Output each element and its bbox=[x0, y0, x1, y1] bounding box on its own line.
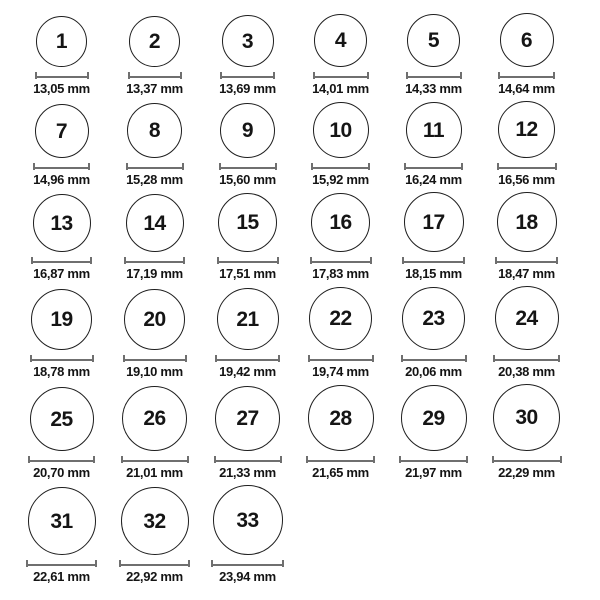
ring-circle bbox=[401, 385, 467, 451]
ring-cell bbox=[201, 288, 294, 379]
diameter-label: 15,60 mm bbox=[219, 172, 276, 187]
ring-size-number: 25 bbox=[50, 407, 73, 431]
diameter-label: 19,42 mm bbox=[219, 364, 276, 379]
ring-circle bbox=[314, 14, 367, 67]
ring-cell bbox=[294, 193, 387, 281]
ring-cell bbox=[201, 103, 294, 187]
ring-cell bbox=[108, 289, 201, 379]
ring-circle bbox=[33, 194, 91, 252]
ring-circle bbox=[406, 102, 462, 158]
diameter-label: 20,38 mm bbox=[498, 364, 555, 379]
diameter-dimension-line bbox=[123, 355, 187, 362]
diameter-dimension-line bbox=[399, 456, 468, 463]
diameter-dimension-line bbox=[311, 163, 370, 170]
diameter-label: 17,51 mm bbox=[219, 266, 276, 281]
diameter-dimension-line bbox=[220, 72, 275, 79]
diameter-label: 15,28 mm bbox=[126, 172, 183, 187]
ring-circle bbox=[30, 387, 94, 451]
diameter-dimension-line bbox=[310, 257, 372, 264]
diameter-label: 14,96 mm bbox=[33, 172, 90, 187]
ring-size-number: 13 bbox=[50, 211, 73, 235]
diameter-label: 23,94 mm bbox=[219, 569, 276, 584]
diameter-label: 20,06 mm bbox=[405, 364, 462, 379]
diameter-dimension-line bbox=[306, 456, 375, 463]
ring-cell bbox=[15, 194, 108, 281]
ring-size-number: 11 bbox=[422, 118, 445, 142]
ring-circle bbox=[220, 103, 275, 158]
ring-cell bbox=[480, 13, 573, 96]
ring-size-number: 26 bbox=[143, 407, 166, 430]
ring-cell bbox=[480, 192, 573, 281]
ring-cell bbox=[108, 487, 201, 584]
diameter-label: 14,01 mm bbox=[312, 81, 369, 96]
ring-cell bbox=[108, 103, 201, 187]
ring-size-number: 30 bbox=[515, 406, 538, 429]
diameter-dimension-line bbox=[492, 456, 562, 463]
diameter-dimension-line bbox=[28, 456, 95, 463]
ring-circle bbox=[122, 386, 187, 451]
diameter-dimension-line bbox=[211, 560, 284, 567]
ring-size-number: 27 bbox=[236, 407, 259, 430]
ring-circle bbox=[28, 487, 96, 555]
ring-circle bbox=[218, 193, 277, 252]
diameter-label: 19,10 mm bbox=[126, 364, 183, 379]
ring-circle bbox=[217, 288, 279, 350]
ring-cell bbox=[108, 16, 201, 96]
ring-size-number: 21 bbox=[236, 307, 259, 331]
ring-row bbox=[15, 485, 600, 584]
diameter-dimension-line bbox=[308, 355, 374, 362]
ring-cell bbox=[480, 384, 573, 480]
ring-size-number: 4 bbox=[334, 29, 347, 52]
diameter-dimension-line bbox=[498, 72, 555, 79]
ring-cell bbox=[387, 385, 480, 480]
ring-circle bbox=[31, 289, 92, 350]
ring-circle bbox=[497, 192, 557, 252]
ring-cell bbox=[387, 102, 480, 187]
diameter-label: 14,64 mm bbox=[498, 81, 555, 96]
ring-circle bbox=[35, 104, 89, 158]
ring-size-number: 28 bbox=[329, 406, 352, 430]
ring-size-number: 9 bbox=[241, 119, 254, 142]
ring-circle bbox=[407, 14, 460, 67]
ring-row bbox=[15, 13, 600, 96]
ring-circle bbox=[213, 485, 283, 555]
ring-cell bbox=[201, 193, 294, 281]
diameter-dimension-line bbox=[497, 163, 557, 170]
ring-cell bbox=[15, 387, 108, 480]
ring-cell bbox=[480, 101, 573, 187]
ring-cell bbox=[387, 14, 480, 96]
ring-row bbox=[15, 384, 600, 480]
diameter-dimension-line bbox=[217, 257, 279, 264]
ring-cell bbox=[201, 15, 294, 96]
ring-size-number: 12 bbox=[515, 118, 538, 141]
ring-size-number: 10 bbox=[329, 118, 352, 142]
ring-circle bbox=[498, 101, 555, 158]
ring-circle bbox=[215, 386, 280, 451]
ring-cell bbox=[294, 102, 387, 187]
diameter-dimension-line bbox=[121, 456, 189, 463]
ring-circle bbox=[404, 192, 464, 252]
diameter-label: 16,87 mm bbox=[33, 266, 90, 281]
diameter-label: 21,97 mm bbox=[405, 465, 462, 480]
diameter-label: 14,33 mm bbox=[405, 81, 462, 96]
diameter-dimension-line bbox=[401, 355, 467, 362]
ring-size-number: 15 bbox=[236, 211, 259, 234]
diameter-label: 18,78 mm bbox=[33, 364, 90, 379]
diameter-label: 22,61 mm bbox=[33, 569, 90, 584]
ring-circle bbox=[222, 15, 274, 67]
ring-size-number: 8 bbox=[148, 119, 161, 142]
ring-size-number: 17 bbox=[422, 210, 445, 234]
ring-circle bbox=[127, 103, 182, 158]
diameter-label: 18,15 mm bbox=[405, 266, 462, 281]
ring-size-number: 18 bbox=[515, 210, 538, 234]
diameter-dimension-line bbox=[406, 72, 462, 79]
ring-cell bbox=[480, 286, 573, 379]
ring-circle bbox=[500, 13, 554, 67]
diameter-dimension-line bbox=[493, 355, 560, 362]
ring-size-number: 32 bbox=[143, 509, 166, 533]
ring-cell bbox=[108, 194, 201, 281]
diameter-label: 13,37 mm bbox=[126, 81, 183, 96]
diameter-dimension-line bbox=[33, 163, 90, 170]
diameter-label: 13,05 mm bbox=[33, 81, 90, 96]
diameter-dimension-line bbox=[404, 163, 463, 170]
ring-circle bbox=[402, 287, 465, 350]
ring-cell bbox=[294, 287, 387, 379]
ring-size-number: 2 bbox=[148, 30, 161, 53]
diameter-label: 21,33 mm bbox=[219, 465, 276, 480]
ring-size-number: 29 bbox=[422, 406, 445, 430]
diameter-label: 13,69 mm bbox=[219, 81, 276, 96]
diameter-dimension-line bbox=[35, 72, 89, 79]
ring-circle bbox=[313, 102, 369, 158]
ring-size-number: 24 bbox=[515, 306, 538, 330]
diameter-dimension-line bbox=[219, 163, 277, 170]
diameter-label: 15,92 mm bbox=[312, 172, 369, 187]
diameter-dimension-line bbox=[214, 456, 282, 463]
ring-circle bbox=[493, 384, 560, 451]
ring-cell bbox=[387, 192, 480, 281]
diameter-label: 21,65 mm bbox=[312, 465, 369, 480]
ring-size-number: 5 bbox=[427, 29, 440, 52]
diameter-dimension-line bbox=[26, 560, 97, 567]
diameter-dimension-line bbox=[124, 257, 185, 264]
diameter-dimension-line bbox=[215, 355, 280, 362]
ring-cell bbox=[294, 14, 387, 96]
diameter-dimension-line bbox=[128, 72, 182, 79]
ring-size-number: 31 bbox=[50, 509, 73, 533]
ring-size-number: 19 bbox=[50, 308, 73, 331]
diameter-dimension-line bbox=[126, 163, 184, 170]
ring-size-number: 33 bbox=[236, 508, 259, 532]
ring-circle bbox=[309, 287, 372, 350]
diameter-label: 21,01 mm bbox=[126, 465, 183, 480]
ring-row bbox=[15, 101, 600, 187]
ring-size-number: 20 bbox=[143, 308, 166, 331]
ring-size-number: 7 bbox=[55, 119, 68, 143]
diameter-dimension-line bbox=[30, 355, 94, 362]
ring-circle bbox=[124, 289, 185, 350]
diameter-label: 17,19 mm bbox=[126, 266, 183, 281]
ring-circle bbox=[129, 16, 180, 67]
diameter-dimension-line bbox=[119, 560, 190, 567]
ring-circle bbox=[495, 286, 559, 350]
ring-size-number: 16 bbox=[329, 211, 352, 234]
ring-size-number: 14 bbox=[143, 211, 166, 235]
ring-cell bbox=[387, 287, 480, 379]
ring-size-number: 1 bbox=[55, 30, 68, 53]
ring-circle bbox=[36, 16, 87, 67]
ring-cell bbox=[15, 104, 108, 187]
ring-cell bbox=[201, 386, 294, 480]
diameter-label: 22,29 mm bbox=[498, 465, 555, 480]
diameter-label: 22,92 mm bbox=[126, 569, 183, 584]
diameter-label: 16,24 mm bbox=[405, 172, 462, 187]
ring-size-number: 22 bbox=[329, 307, 352, 330]
diameter-dimension-line bbox=[31, 257, 92, 264]
ring-size-number: 6 bbox=[520, 28, 533, 52]
ring-size-number: 3 bbox=[241, 29, 254, 53]
diameter-dimension-line bbox=[495, 257, 558, 264]
diameter-dimension-line bbox=[402, 257, 465, 264]
ring-cell bbox=[294, 385, 387, 480]
ring-cell bbox=[201, 485, 294, 584]
ring-circle bbox=[126, 194, 184, 252]
diameter-label: 17,83 mm bbox=[312, 266, 369, 281]
ring-row bbox=[15, 192, 600, 281]
ring-cell bbox=[15, 289, 108, 379]
ring-circle bbox=[311, 193, 370, 252]
ring-cell bbox=[15, 487, 108, 584]
ring-cell bbox=[108, 386, 201, 480]
diameter-label: 16,56 mm bbox=[498, 172, 555, 187]
ring-size-number: 23 bbox=[422, 307, 445, 330]
diameter-label: 19,74 mm bbox=[312, 364, 369, 379]
ring-row bbox=[15, 286, 600, 379]
ring-circle bbox=[121, 487, 189, 555]
diameter-label: 20,70 mm bbox=[33, 465, 90, 480]
diameter-dimension-line bbox=[313, 72, 369, 79]
ring-circle bbox=[308, 385, 374, 451]
ring-cell bbox=[15, 16, 108, 96]
diameter-label: 18,47 mm bbox=[498, 266, 555, 281]
